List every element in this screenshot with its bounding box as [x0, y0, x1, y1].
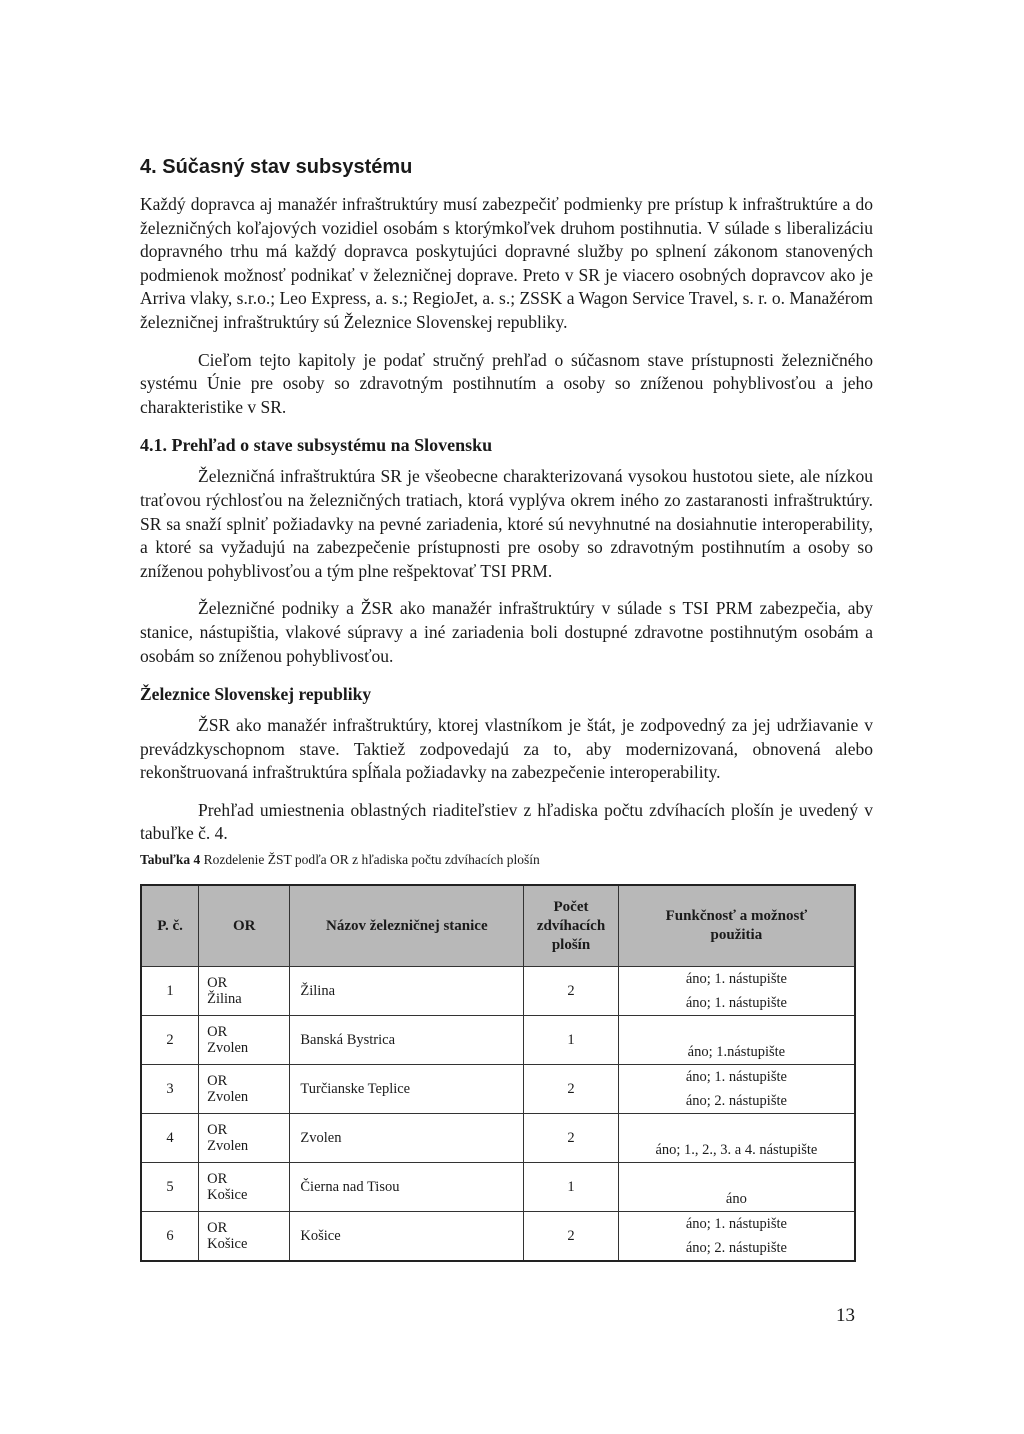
cell-or-line2: Zvolen: [207, 1040, 249, 1057]
cell-function: [618, 1016, 855, 1065]
cell-function: [618, 1114, 855, 1163]
cell-or-line2: Košice: [207, 1187, 248, 1204]
cell-function: [618, 1163, 855, 1212]
cell-function-line: áno; 1. nástupište: [685, 995, 787, 1012]
table-row: [141, 1163, 855, 1212]
cell-function-line: áno; 1. nástupište: [685, 1216, 787, 1233]
cell-or-line2: Zvolen: [207, 1138, 249, 1155]
header-lift-count: Počet zdvíhacích plošín: [524, 885, 619, 967]
subsection-heading: 4.1. Prehľad o stave subsystému na Slovensku: [140, 435, 493, 456]
table-header-row: [141, 885, 855, 967]
cell-or-line1: OR: [207, 1220, 228, 1237]
platform-lifts-table: [140, 884, 856, 1262]
table-row: [141, 1212, 855, 1262]
cell-num: 3: [141, 1065, 199, 1114]
cell-num: 6: [141, 1212, 199, 1262]
section-paragraph-1: Každý dopravca aj manažér infraštruktúry musí zabezpečiť podmienky pre prístup k infraštruktúre a do železničných koľajových vozidiel osobám s ktorýmkoľvek druhom postihnutia. V súlade s liberalizáciu dopravného trhu má každý dopravca poskytujúci dopravné služby po splnení zákonom stanovených podmienok možnosť podnikať v železničnej doprave. Preto v SR je viacero osobných dopravcov ako je Arriva vlaky, s.r.o.; Leo Express, a. s.; RegioJet, a. s.; ZSSK a Wagon Service Travel, s. r. o. Manažérom železničnej infraštruktúry sú Železnice Slovenskej republiky.: [140, 194, 873, 332]
header-function: Funkčnosť a možnosť použitia: [618, 885, 855, 967]
subsection-paragraph-2: Železničné podniky a ŽSR ako manažér infraštruktúry v súlade s TSI PRM zabezpečia, aby stanice, nástupištia, vlakové súpravy a iné zariadenia boli dostupné zdravotne postihnutým osobám a osobám so zníženou pohyblivosťou.: [140, 598, 873, 666]
cell-station: Čierna nad Tisou: [290, 1163, 524, 1212]
cell-count: 1: [524, 1016, 619, 1065]
cell-or: [199, 1065, 290, 1114]
page-number: 13: [836, 1305, 855, 1326]
cell-station: Turčianske Teplice: [290, 1065, 524, 1114]
cell-or-line2: Košice: [207, 1236, 248, 1253]
cell-station: Košice: [290, 1212, 524, 1262]
cell-or-line2: Zvolen: [207, 1089, 249, 1106]
zsr-paragraph-2: Prehľad umiestnenia oblastných riaditeľstiev z hľadiska počtu zdvíhacích plošín je uvedený v tabuľke č. 4.: [140, 799, 873, 844]
table-row: [141, 1065, 855, 1114]
cell-or: [199, 1212, 290, 1262]
cell-function-line: áno; 2. nástupište: [685, 1093, 787, 1110]
cell-or: [199, 967, 290, 1016]
table-row: [141, 1114, 855, 1163]
zsr-paragraph-1: ŽSR ako manažér infraštruktúry, ktorej vlastníkom je štát, je zodpovedný za jej udržiavanie v prevádzkyschopnom stave. Taktiež zodpovedajú za to, aby modernizovaná, obnovená alebo rekonštruovaná infraštruktúra spĺňala požiadavky na zabezpečenie interoperability.: [140, 715, 873, 783]
cell-or-line1: OR: [207, 1073, 228, 1090]
table-caption-label: Tabuľka 4: [140, 852, 201, 868]
cell-or: [199, 1163, 290, 1212]
cell-num: 2: [141, 1016, 199, 1065]
cell-num: 5: [141, 1163, 199, 1212]
cell-or-line1: OR: [207, 1122, 228, 1139]
table-caption: [140, 852, 873, 868]
header-station-name: Názov železničnej stanice: [290, 885, 524, 967]
cell-count: 2: [524, 967, 619, 1016]
cell-station: Zvolen: [290, 1114, 524, 1163]
cell-or-line1: OR: [207, 1171, 228, 1188]
cell-or-line1: OR: [207, 975, 228, 992]
cell-station: Žilina: [290, 967, 524, 1016]
cell-function-line: áno: [725, 1191, 747, 1208]
section-heading: 4. Súčasný stav subsystému: [140, 156, 413, 178]
table-row: [141, 967, 855, 1016]
table-row: [141, 1016, 855, 1065]
cell-count: 2: [524, 1114, 619, 1163]
subsection-paragraph-1: Železničná infraštruktúra SR je všeobecne charakterizovaná vysokou hustotou siete, ale nízkou traťovou rýchlosťou na železničných tratiach, ktorá vyplýva okrem iného zo zastaranosti infraštruktúry. SR sa snaží splniť požiadavky na pevné zariadenia, ktoré sú nevyhnutné na dosiahnutie interoperability, a ktoré sa vyžadujú na zabezpečenie prístupnosti pre osoby so zdravotným postihnutím a osoby so zníženou pohyblivosťou a tým plne rešpektovať TSI PRM.: [140, 466, 873, 581]
cell-num: 1: [141, 967, 199, 1016]
cell-count: 2: [524, 1212, 619, 1262]
cell-or: [199, 1114, 290, 1163]
cell-station: Banská Bystrica: [290, 1016, 524, 1065]
page-content: [140, 155, 873, 1262]
cell-function-line: áno; 1.nástupište: [687, 1044, 786, 1061]
cell-count: 1: [524, 1163, 619, 1212]
cell-function: [618, 1065, 855, 1114]
cell-or-line1: OR: [207, 1024, 228, 1041]
zsr-heading: Železnice Slovenskej republiky: [140, 684, 372, 705]
cell-function-line: áno; 1., 2., 3. a 4. nástupište: [655, 1142, 818, 1159]
cell-or: [199, 1016, 290, 1065]
cell-function: [618, 967, 855, 1016]
cell-count: 2: [524, 1065, 619, 1114]
header-num: P. č.: [141, 885, 199, 967]
table-caption-text: Rozdelenie ŽST podľa OR z hľadiska počtu zdvíhacích plošín: [200, 852, 540, 868]
cell-function-line: áno; 1. nástupište: [685, 971, 787, 988]
cell-or-line2: Žilina: [207, 991, 242, 1008]
cell-function: [618, 1212, 855, 1262]
header-or: OR: [199, 885, 290, 967]
section-paragraph-2: Cieľom tejto kapitoly je podať stručný prehľad o súčasnom stave prístupnosti železničného systému Únie pre osoby so zdravotným postihnutím a osoby so zníženou pohyblivosťou a jeho charakteristike v SR.: [140, 349, 873, 417]
cell-num: 4: [141, 1114, 199, 1163]
cell-function-line: áno; 2. nástupište: [685, 1240, 787, 1257]
cell-function-line: áno; 1. nástupište: [685, 1069, 787, 1086]
